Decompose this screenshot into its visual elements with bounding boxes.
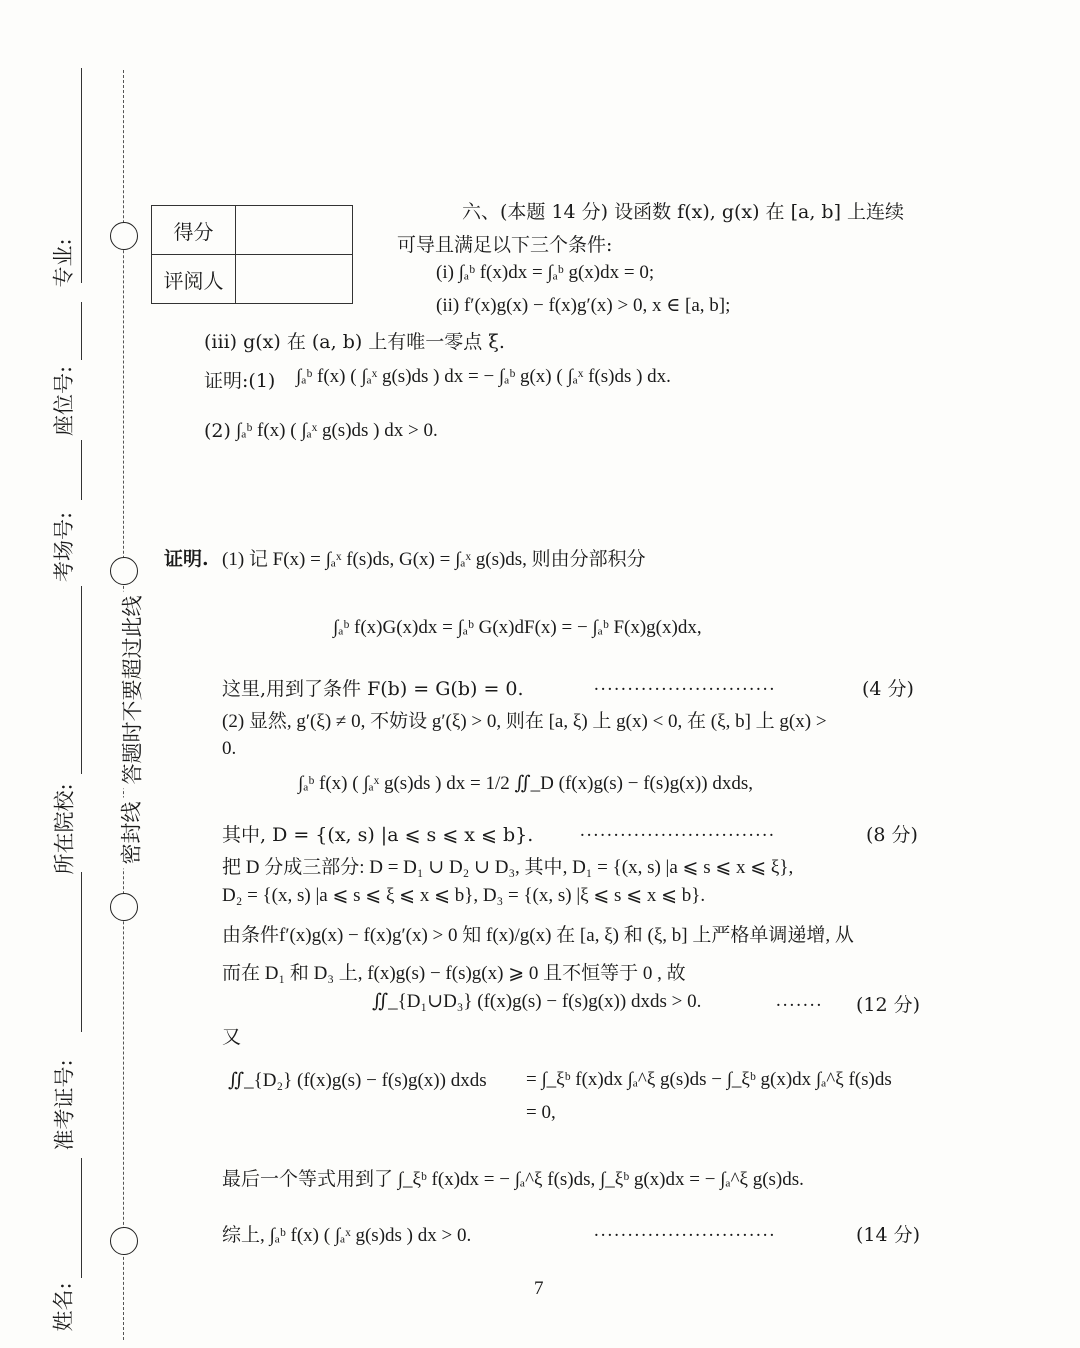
proof-p6: D₂ = {(x, s) |a ⩽ s ⩽ ξ ⩽ x ⩽ b}, D₃ = {(x, s) |ξ ⩽ s ⩽ x ⩽ b}.: [222, 885, 706, 906]
proof-p11-dots: ...........................: [594, 1220, 777, 1241]
condition-1: (i) ∫ₐᵇ f(x)dx = ∫ₐᵇ g(x)dx = 0;: [436, 262, 655, 283]
proof-eq3: ∬_{D₁∪D₃} (f(x)g(s) − f(s)g(x)) dxds > 0.: [372, 991, 702, 1012]
margin-label-seat: 座位号:: [52, 365, 77, 437]
proof-p3b: 0.: [222, 738, 237, 759]
proof-p8: 而在 D₁ 和 D₃ 上, f(x)g(s) − f(s)g(x) ⩾ 0 且不恒等于 0 , 故: [222, 963, 686, 984]
proof-p11: 综上, ∫ₐᵇ f(x) ( ∫ₐˣ g(s)ds ) dx > 0.: [222, 1225, 472, 1246]
proof-p3: (2) 显然, g′(ξ) ≠ 0, 不妨设 g′(ξ) > 0, 则在 [a, ξ) 上 g(x) < 0, 在 (ξ, b] 上 g(x) >: [222, 711, 827, 732]
reviewer-label: 评阅人: [152, 255, 236, 304]
score-cell[interactable]: [236, 206, 353, 255]
proof-title: 证明.: [164, 548, 209, 570]
seal-hole: [110, 893, 138, 921]
seal-text: 密封线: [116, 798, 146, 869]
prove-2-formula: ∫ₐᵇ f(x) ( ∫ₐˣ g(s)ds ) dx > 0.: [236, 420, 438, 441]
proof-p4-score: (8 分): [866, 824, 918, 846]
proof-p10: 最后一个等式用到了 ∫_ξᵇ f(x)dx = − ∫ₐ^ξ f(s)ds, ∫_ξᵇ g(x)dx = − ∫ₐ^ξ g(s)ds.: [222, 1169, 804, 1190]
proof-eq3-dots: .......: [776, 990, 824, 1011]
seal-hole: [110, 557, 138, 585]
proof-eq1: ∫ₐᵇ f(x)G(x)dx = ∫ₐᵇ G(x)dF(x) = − ∫ₐᵇ F(x)g(x)dx,: [333, 617, 702, 638]
proof-p7: 由条件f′(x)g(x) − f(x)g′(x) > 0 知 f(x)/g(x) 在 [a, ξ) 和 (ξ, b] 上严格单调递增, 从: [222, 925, 854, 946]
prove-1-formula: ∫ₐᵇ f(x) ( ∫ₐˣ g(s)ds ) dx = − ∫ₐᵇ g(x) ( ∫ₐˣ f(s)ds ) dx.: [296, 366, 671, 387]
seal-hole: [110, 222, 138, 250]
condition-3: (iii) g(x) 在 (a, b) 上有唯一零点 ξ.: [204, 331, 505, 353]
proof-p2-dots: ...........................: [594, 674, 777, 695]
proof-p4: 其中, D = {(x, s) |a ⩽ s ⩽ x ⩽ b}.: [222, 824, 534, 846]
proof-p4-dots: .............................: [580, 820, 776, 841]
problem-line2: 可导且满足以下三个条件:: [397, 234, 613, 256]
score-label: 得分: [152, 206, 236, 255]
reviewer-cell[interactable]: [236, 255, 353, 304]
warning-text: 答题时不要超过此线: [117, 592, 147, 789]
proof-p5: 把 D 分成三部分: D = D₁ ∪ D₂ ∪ D₃, 其中, D₁ = {(x, s) |a ⩽ s ⩽ x ⩽ ξ},: [222, 857, 794, 878]
page-number: 7: [534, 1278, 544, 1299]
margin-label-name: 姓名:: [51, 1282, 76, 1332]
proof-p2: 这里,用到了条件 F(b) = G(b) = 0.: [222, 678, 524, 700]
margin-label-major: 专业:: [51, 238, 76, 288]
proof-eq4-rhs2: = 0,: [526, 1102, 556, 1123]
proof-eq4-rhs1: = ∫_ξᵇ f(x)dx ∫ₐ^ξ g(s)ds − ∫_ξᵇ g(x)dx ∫ₐ^ξ f(s)ds: [526, 1069, 892, 1090]
score-table: [151, 205, 353, 304]
margin-label-exam-id: 准考证号:: [52, 1059, 77, 1151]
condition-2: (ii) f′(x)g(x) − f(x)g′(x) > 0, x ∈ [a, b];: [436, 295, 731, 316]
proof-p11-score: (14 分): [856, 1224, 921, 1246]
proof-eq3-score: (12 分): [856, 994, 921, 1016]
proof-eq2: ∫ₐᵇ f(x) ( ∫ₐˣ g(s)ds ) dx = 1/2 ∬_D (f(x)g(s) − f(s)g(x)) dxds,: [298, 773, 753, 794]
margin-label-room: 考场号:: [52, 511, 77, 583]
proof-p9: 又: [222, 1026, 242, 1048]
proof-p1: (1) 记 F(x) = ∫ₐˣ f(s)ds, G(x) = ∫ₐˣ g(s)ds, 则由分部积分: [222, 549, 646, 570]
margin-label-school: 所在院校:: [52, 783, 77, 875]
proof-p2-score: (4 分): [862, 678, 914, 700]
seal-hole: [110, 1227, 138, 1255]
prove-2-prefix: (2): [204, 420, 231, 442]
prove-1-prefix: 证明:(1): [204, 370, 276, 392]
proof-eq4-lhs: ∬_{D₂} (f(x)g(s) − f(s)g(x)) dxds: [228, 1070, 487, 1091]
problem-header: 六、(本题 14 分) 设函数 f(x), g(x) 在 [a, b] 上连续: [462, 201, 905, 223]
